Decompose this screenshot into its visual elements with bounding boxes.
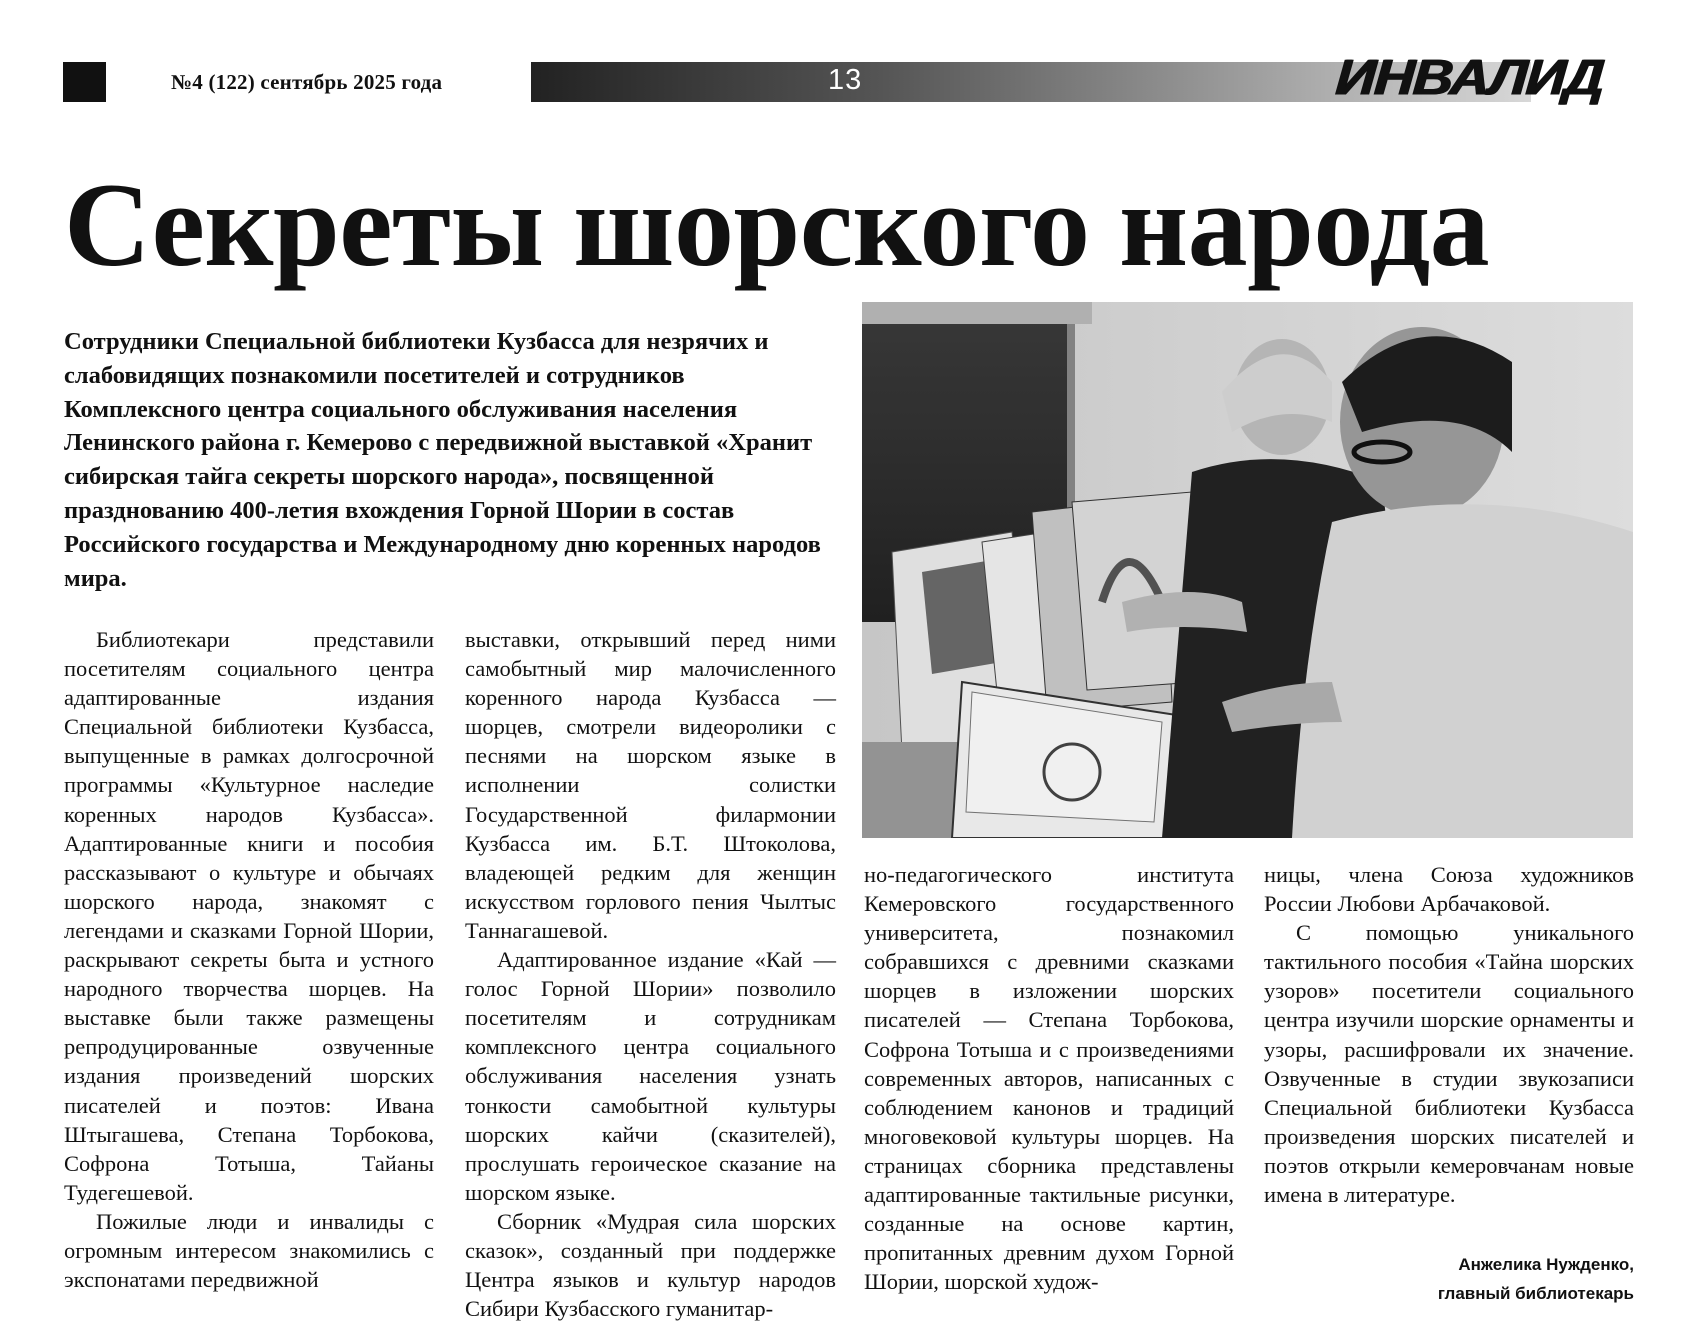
- issue-info: №4 (122) сентябрь 2025 года: [171, 70, 443, 94]
- article-paragraph: Пожилые люди и инвалиды с огромным интересом знакомились с экспонатами передвижной: [64, 1208, 434, 1293]
- article-column-1: [64, 625, 434, 1294]
- author-signature: [1438, 1250, 1634, 1308]
- article-column-3: [864, 860, 1234, 1296]
- article-paragraph: ницы, члена Союза художников России Любови Арбачаковой.: [1264, 862, 1634, 917]
- article-photo: [862, 302, 1633, 838]
- article-lead: Сотрудники Специальной библиотеки Кузбасса для незрячих и слабовидящих познакомили посетителей и сотрудников Комплексного центра социального обслуживания населения Ленинского района г. Кемерово с передвижной выставкой «Хранит сибирская тайга секреты шорского народа», посвященной празднованию 400-летия вхождения Горной Шории в состав Российского государства и Международному дню коренных народов мира.: [64, 328, 821, 592]
- article-paragraph: Сборник «Мудрая сила шорских сказок», созданный при поддержке Центра языков и культур народов Сибири Кузбасского гуманитар-: [465, 1208, 836, 1322]
- article-paragraph: С помощью уникального тактильного пособия «Тайна шорских узоров» посетители социального центра изучили шорские орнаменты и узоры, расшифровали их значение. Озвученные в студии звукозаписи Специальной библиотеки Кузбасса произведения шорских писателей и поэтов открыли кемеровчанам новые имена в литературе.: [1264, 920, 1634, 1208]
- masthead-logo: ИНВАЛИД: [1334, 48, 1606, 106]
- article-paragraph: Библиотекари представили посетителям социального центра адаптированные издания Специальной библиотеки Кузбасса, выпущенные в рамках долгосрочной программы «Культурное наследие коренных народов Кузбасса». Адаптированные книги и пособия рассказывают о культуре и обычаях шорского народа, знакомят с легендами и сказками Горной Шории, раскрывают секреты быта и устного народного творчества шорцев. На выставке были также размещены репродуцированные озвученные издания произведений шорских писателей и поэтов: Ивана Штыгашева, Степана Торбокова, Софрона Тотыша, Тайаны Тудегешевой.: [64, 627, 434, 1205]
- article-column-4: [1264, 860, 1634, 1209]
- photo-illustration: [862, 302, 1633, 838]
- article-paragraph: Адаптированное издание «Кай — голос Горной Шории» позволило посетителям и сотрудникам комплексного центра социального обслуживания населения узнать тонкости самобытной культуры шорских кайчи (сказителей), прослушать героическое сказание на шорском языке.: [465, 947, 836, 1205]
- article-column-2: [465, 625, 836, 1323]
- page-number: 13: [828, 64, 863, 96]
- article-paragraph: выставки, открывший перед ними самобытный мир малочисленного коренного народа Кузбасса — шорцев, смотрели видеоролики с песнями на шорском языке в исполнении солистки Государственной филармонии Кузбасса им. Б.Т. Штоколова, владеющей редким для женщин искусством горлового пения Чылтыс Таннагашевой.: [465, 627, 836, 943]
- article-paragraph: но-педагогического института Кемеровского государственного университета, познакомил собравшихся с древними сказками шорцев в изложении шорских писателей — Степана Торбокова, Софрона Тотыша и с произведениями современных авторов, написанных с соблюдением канонов и традиций многовековой культуры шорцев. На страницах сборника представлены адаптированные тактильные рисунки, созданные на основе картин, пропитанных древним духом Горной Шории, шорской худож-: [864, 862, 1234, 1295]
- article-headline: Секреты шорского народа: [64, 158, 1490, 291]
- header-black-square: [63, 62, 106, 102]
- author-name: Анжелика Нужденко,: [1458, 1255, 1634, 1274]
- author-role: главный библиотекарь: [1437, 1284, 1634, 1303]
